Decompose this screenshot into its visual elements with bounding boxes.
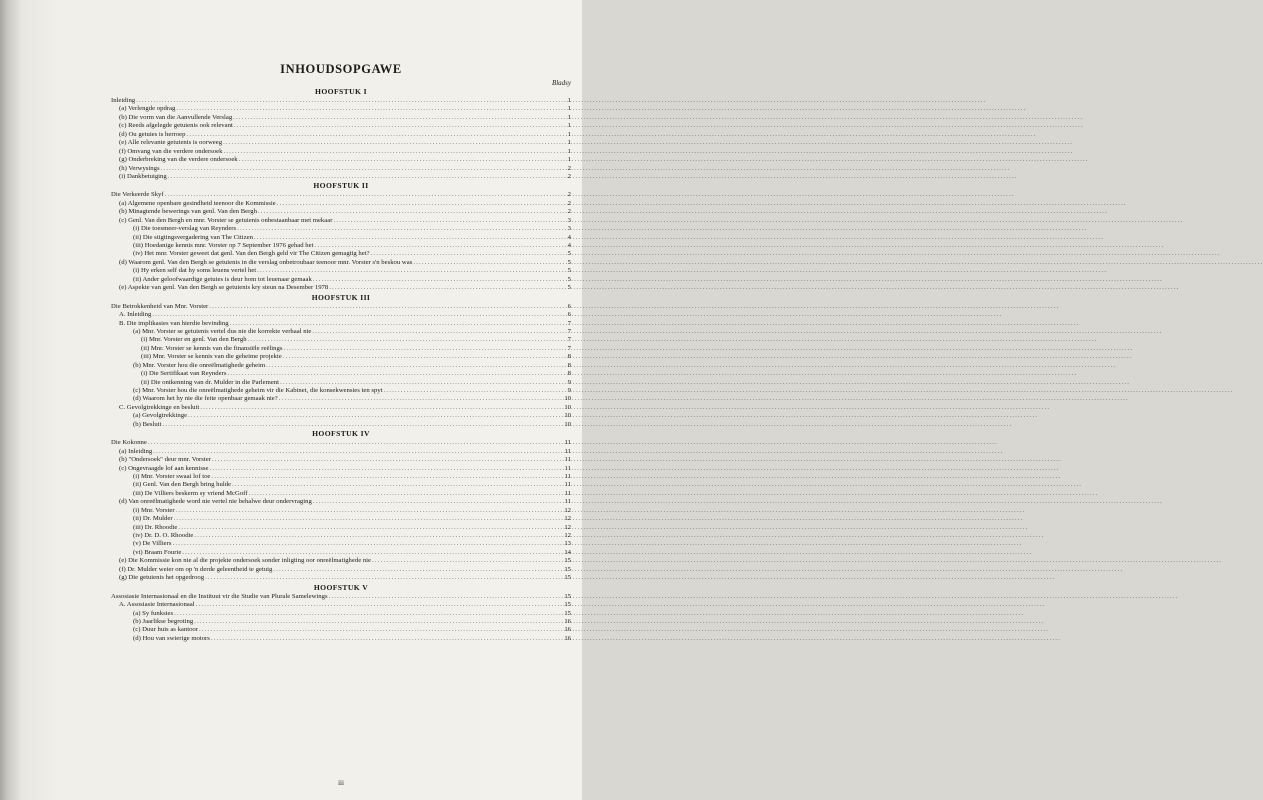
toc-entry-page: 12 (564, 532, 571, 539)
toc-entry (111, 490, 571, 498)
dot-leader (210, 635, 559, 643)
dot-leader (276, 200, 559, 208)
toc-entry-title: (i) Mnr. Vorster swaai lof toe (133, 472, 211, 480)
toc-entry (111, 165, 571, 173)
toc-entry-page: 16 (564, 634, 571, 642)
toc-entry (111, 610, 571, 618)
toc-entry (111, 566, 571, 574)
toc-entry-page: 5 (567, 284, 571, 292)
toc-entry (111, 173, 571, 181)
toc-entry-title: Die Betrokkenheid van Mnr. Vorster (111, 302, 209, 310)
toc-entry-title: (b) Besluit (133, 420, 162, 428)
toc-entry-title: (a) Gevolgtrekkinge (133, 412, 188, 420)
dot-leader (229, 320, 559, 328)
toc-entry-page: 16 (564, 617, 571, 625)
dot-leader (236, 225, 559, 233)
toc-entry-title: (vi) Braam Fourie (133, 548, 182, 556)
toc-entry-page: 16 (564, 626, 571, 634)
footer-page-number: iii (338, 779, 344, 787)
toc-entry (111, 191, 571, 199)
toc-entry-page: 11 (564, 464, 571, 472)
dot-leader (412, 259, 559, 267)
dot-leader (238, 156, 559, 164)
toc-entry (111, 593, 571, 601)
toc-entry (111, 148, 571, 156)
toc-entry-title: (d) Hou van swierige motors (133, 634, 210, 642)
toc-entry-title: (d) Ou getuies is herroep (119, 130, 186, 138)
toc-entry-title: A. Inleiding (119, 311, 152, 319)
toc-entry-page: 1 (567, 113, 571, 121)
toc-entry (111, 601, 571, 609)
dot-leader (272, 566, 559, 574)
dot-leader (173, 610, 559, 618)
dot-leader (328, 284, 559, 292)
toc-entry-title: (h) Verwysings (119, 164, 160, 172)
toc-entry-page: 11 (564, 472, 571, 480)
toc-entry (111, 574, 571, 582)
dot-leader (278, 395, 559, 403)
dot-leader (279, 379, 559, 387)
toc-entry-page: 10 (564, 420, 571, 428)
toc-entry-page: 2 (567, 191, 571, 199)
toc-entry (111, 345, 571, 353)
toc-entry-title: (ii) Mnr. Vorster se kennis van die finansiële reëlings (141, 344, 283, 352)
dot-leader (175, 105, 559, 113)
toc-entry (111, 481, 571, 489)
dot-leader (173, 515, 559, 523)
dot-leader (232, 114, 559, 122)
toc-entry-title: (c) Mnr. Vorster hou die onreëlmatighede geheim vir die Kabinet, die konsekwensies ten spyt (133, 387, 383, 394)
toc-entry-title: (iii) Mnr. Vorster se kennis van die geheime projekte (141, 353, 282, 361)
toc-entry-title: (c) Genl. Van den Bergh en mnr. Vorster se getuienis onbestaanbaar met mekaar (119, 216, 333, 224)
toc-entry (111, 336, 571, 344)
dot-leader (135, 97, 559, 105)
toc-entry-title: (g) Die getuienis het opgedroog (119, 574, 205, 582)
dot-leader (282, 353, 559, 361)
toc-entry-page: 15 (564, 609, 571, 617)
dot-leader (198, 626, 559, 634)
toc-entry-page: 8 (567, 361, 571, 369)
toc-entry-page: 12 (564, 523, 571, 531)
toc-entry-title: (i) Die toesmeer-verslag van Reynders (133, 225, 237, 233)
toc-entry (111, 618, 571, 626)
toc-entry (111, 379, 571, 387)
toc-entry-title: (i) Dankbetuiging (119, 172, 167, 180)
dot-leader (233, 122, 559, 130)
dot-leader (199, 404, 559, 412)
page-title: INHOUDSOPGAWE (280, 62, 402, 76)
dot-leader (193, 532, 559, 540)
dot-leader (193, 618, 559, 626)
toc-entry-page: 7 (567, 319, 571, 327)
toc-entry-title: (ii) Ander geloofwaardige getuies is deur hom tot leuenaar gemaak (133, 275, 312, 283)
toc-entry-title: (i) Die Sertifikaat van Reynders (141, 370, 227, 378)
toc-entry-page: 11 (564, 456, 571, 464)
dot-leader (383, 387, 559, 395)
toc-entry-title: (e) Aspekte van genl. Van den Bergh se getuienis kry steun na Desember 1978 (119, 284, 329, 292)
document-page (0, 0, 582, 800)
toc-entry (111, 465, 571, 473)
dot-leader (370, 250, 559, 258)
toc-entry-title: (b) Mnr. Vorster hou die onreëlmatighede geheim (133, 361, 266, 369)
toc-entry (111, 259, 571, 267)
dot-leader (175, 507, 559, 515)
toc-entry-title: (a) Algemene openbare gesindheid teenoor die Kommissie (119, 199, 276, 207)
toc-entry-title: (i) Hy erken self dat hy soms leuens vertel het (133, 267, 257, 275)
dot-leader (160, 165, 559, 173)
toc-entry-title: Die Verkeerde Skyf (111, 191, 164, 199)
toc-entry-page: 1 (567, 122, 571, 130)
dot-leader (222, 148, 559, 156)
toc-entry (111, 635, 571, 643)
toc-entry-title: (g) Onderbreking van die verdere ondersoek (119, 156, 238, 164)
toc-entry (111, 200, 571, 208)
toc-entry-page: 7 (567, 344, 571, 352)
dot-leader (257, 208, 559, 216)
toc-entry-page: 4 (567, 233, 571, 241)
dot-leader (226, 370, 559, 378)
toc-entry (111, 208, 571, 216)
toc-entry-page: 15 (564, 601, 571, 609)
toc-entry-page: 14 (564, 548, 571, 556)
toc-entry (111, 353, 571, 361)
toc-entry-title: B. Die implikasies van hierdie bevinding (119, 319, 229, 327)
toc-entry (111, 507, 571, 515)
toc-entry-page: 3 (567, 216, 571, 224)
dot-leader (282, 345, 559, 353)
dot-leader (171, 540, 559, 548)
toc-entry (111, 448, 571, 456)
toc-entry (111, 498, 571, 506)
toc-entry-title: (iii) Hoedanige kennis mnr. Vorster op 7 September 1976 gehad het (133, 242, 314, 249)
toc-entry-title: (a) Verlengde opdrag (119, 105, 176, 113)
toc-entry (111, 456, 571, 464)
toc-entry-title: (i) Mnr. Vorster (133, 506, 175, 514)
dot-leader (177, 524, 559, 532)
toc-entry (111, 114, 571, 122)
toc-entry (111, 242, 571, 250)
toc-entry-page: 5 (567, 250, 571, 258)
toc-entry (111, 387, 571, 395)
toc-entry (111, 234, 571, 242)
toc-entry-title: (iii) Dr. Rhoodie (133, 523, 178, 531)
toc-entry-title: (v) De Villiers (133, 540, 172, 548)
toc-entry (111, 370, 571, 378)
toc-entry (111, 404, 571, 412)
dot-leader (231, 481, 559, 489)
toc-entry-page: 11 (564, 447, 571, 455)
toc-entry-page: 10 (564, 412, 571, 420)
toc-entry-title: (ii) Die ontkenning van dr. Mulder in die Parlement (141, 378, 279, 386)
dot-leader (209, 465, 560, 473)
toc-entry (111, 217, 571, 225)
toc-entry (111, 122, 571, 130)
toc-entry-title: (f) Dr. Mulder weier om op 'n derde geleentheid te getuig (119, 565, 273, 573)
chapter-heading: HOOFSTUK I (315, 87, 367, 96)
dot-leader (265, 362, 559, 370)
toc-entry-page: 8 (567, 370, 571, 378)
toc-entry-page: 5 (567, 275, 571, 283)
dot-leader (248, 490, 560, 498)
toc-entry-page: 15 (564, 557, 571, 565)
toc-entry (111, 105, 571, 113)
dot-leader (187, 412, 559, 420)
toc-entry-page: 11 (564, 498, 571, 506)
toc-entry-title: C. Gevolgtrekkinge en besluit (119, 403, 200, 411)
toc-entry-page: 5 (567, 267, 571, 275)
toc-entry (111, 303, 571, 311)
page-column-label: Bladsy (551, 79, 571, 87)
toc-entry-title: (e) Alle relevante getuienis is oorweeg (119, 139, 223, 147)
toc-entry-title: (f) Omvang van die verdere ondersoek (119, 147, 223, 155)
toc-entry-title: (b) Jaarlikse begroting (133, 617, 194, 625)
toc-entry-page: 6 (567, 311, 571, 319)
toc-entry-page: 2 (567, 199, 571, 207)
toc-entry-page: 10 (564, 403, 571, 411)
toc-entry-title: (d) Van onreëlmatighede word nie vertel nie behalwe deur ondervraging (119, 498, 312, 506)
dot-leader (167, 173, 559, 181)
toc-entry-title: (e) Die Kommissie kon nie al die projekte ondersoek sonder inligting oor onreëlmatighede nie (119, 557, 372, 565)
dot-leader (313, 242, 559, 250)
chapter-heading: HOOFSTUK III (311, 292, 371, 302)
dot-leader (181, 549, 559, 557)
toc-entry-page: 9 (567, 387, 571, 394)
toc-entry (111, 320, 571, 328)
table-of-contents (111, 87, 571, 643)
toc-entry-title: (ii) Genl. Van den Bergh bring hulde (133, 481, 232, 489)
toc-entry-page: 11 (564, 481, 571, 489)
toc-entry (111, 156, 571, 164)
dot-leader (210, 473, 559, 481)
toc-entry-page: 1 (567, 130, 571, 138)
toc-entry (111, 267, 571, 275)
toc-entry-title: (c) Ongevraagde lof aan kennisse (119, 464, 209, 472)
toc-entry (111, 395, 571, 403)
toc-entry (111, 131, 571, 139)
dot-leader (371, 557, 559, 565)
toc-entry-page: 5 (567, 258, 571, 266)
toc-entry-page: 9 (567, 378, 571, 386)
toc-entry-page: 15 (564, 592, 571, 600)
toc-entry (111, 328, 571, 336)
toc-entry (111, 97, 571, 105)
toc-entry-title: (iv) Het mnr. Vorster geweet dat genl. Van den Bergh geld vir The Citizen gemagtig het? (133, 250, 370, 258)
toc-entry-page: 1 (567, 97, 571, 104)
toc-entry-page: 2 (567, 172, 571, 180)
toc-entry-page: 11 (564, 489, 571, 497)
toc-entry (111, 284, 571, 292)
toc-entry-title: (c) Reeds afgelegde getuienis ook relevant (119, 122, 233, 130)
toc-entry-title: A. Assosiasie Internasionaal (119, 601, 195, 609)
toc-entry-page: 15 (564, 574, 571, 582)
dot-leader (328, 593, 559, 601)
toc-entry-page: 1 (567, 139, 571, 147)
toc-entry-page: 7 (567, 336, 571, 344)
toc-entry-title: (iv) Dr. D. O. Rhoodie (133, 532, 194, 539)
dot-leader (185, 131, 559, 139)
toc-entry-page: 1 (567, 156, 571, 164)
dot-leader (195, 601, 559, 609)
dot-leader (311, 328, 559, 336)
dot-leader (204, 574, 559, 582)
toc-entry (111, 362, 571, 370)
toc-entry-page: 2 (567, 164, 571, 172)
toc-entry (111, 412, 571, 420)
toc-entry-title: (b) Die vorm van die Aanvullende Verslag (119, 113, 233, 121)
toc-entry-title: (d) Waarom genl. Van den Bergh se getuienis in die verslag onbetroubaar teenoor mnr. Vorster s'n beskou was (119, 258, 413, 266)
dot-leader (312, 498, 559, 506)
toc-entry-page: 1 (567, 147, 571, 155)
toc-entry-title: (a) Sy funksies (133, 609, 174, 617)
toc-entry-page: 3 (567, 225, 571, 233)
toc-entry-page: 12 (564, 506, 571, 514)
toc-entry-page: 13 (564, 540, 571, 548)
toc-entry (111, 626, 571, 634)
toc-entry (111, 549, 571, 557)
toc-entry-page: 12 (564, 515, 571, 523)
chapter-heading: HOOFSTUK IV (312, 429, 370, 439)
toc-entry (111, 532, 571, 540)
toc-entry-title: Inleiding (111, 97, 136, 104)
chapter-heading: HOOFSTUK II (313, 181, 369, 191)
toc-entry-page: 11 (564, 439, 571, 447)
toc-entry-page: 7 (567, 327, 571, 335)
toc-entry (111, 557, 571, 565)
dot-leader (247, 336, 559, 344)
toc-entry-title: (a) Inleiding (119, 447, 153, 455)
toc-entry (111, 250, 571, 258)
toc-entry-title: (iii) De Villiers beskerm sy vriend McGoff (133, 489, 248, 497)
toc-entry-title: (a) Mnr. Vorster se getuienis vertel dus nie die korrekte verhaal nie (133, 327, 312, 335)
toc-entry (111, 139, 571, 147)
toc-entry-title: (d) Waarom het hy nie die feite openbaar gemaak nie? (133, 395, 278, 403)
dot-leader (208, 303, 559, 311)
toc-entry (111, 540, 571, 548)
toc-entry (111, 311, 571, 319)
chapter-heading: HOOFSTUK V (313, 582, 369, 592)
toc-entry (111, 439, 571, 447)
toc-entry (111, 524, 571, 532)
dot-leader (147, 439, 559, 447)
toc-entry-title: (ii) Dr. Mulder (133, 515, 173, 523)
toc-entry-page: 8 (567, 353, 571, 361)
toc-entry-title: (b) Minagtende bewerings van genl. Van den Bergh (119, 208, 257, 216)
toc-entry-title: Assosiasie Internasionaal en die Instituut vir die Studie van Plurale Samelewings (111, 592, 328, 600)
dot-leader (161, 421, 559, 429)
dot-leader (151, 311, 559, 319)
toc-entry-title: Die Kokonne (111, 439, 147, 447)
toc-entry-title: (b) "Ondersoek" deur mnr. Vorster (119, 456, 211, 464)
dot-leader (211, 456, 559, 464)
dot-leader (253, 234, 559, 242)
toc-entry (111, 473, 571, 481)
dot-leader (256, 267, 559, 275)
toc-entry-page: 6 (567, 302, 571, 310)
toc-entry (111, 515, 571, 523)
toc-entry-page: 2 (567, 208, 571, 216)
toc-entry (111, 421, 571, 429)
dot-leader (222, 139, 559, 147)
toc-entry (111, 276, 571, 284)
toc-entry (111, 225, 571, 233)
toc-entry-title: (c) Duur huis as kantoor (133, 626, 199, 634)
toc-entry-page: 15 (564, 565, 571, 573)
toc-entry-title: (ii) Die stigtingsvergadering van The Citizen (133, 233, 253, 241)
toc-entry-page: 1 (567, 105, 571, 113)
dot-leader (164, 191, 559, 199)
dot-leader (312, 276, 559, 284)
dot-leader (332, 217, 559, 225)
toc-entry-page: 4 (567, 242, 571, 249)
toc-entry-page: 10 (564, 395, 571, 403)
dot-leader (152, 448, 559, 456)
toc-entry-title: (i) Mnr. Vorster en genl. Van den Bergh (141, 336, 247, 344)
